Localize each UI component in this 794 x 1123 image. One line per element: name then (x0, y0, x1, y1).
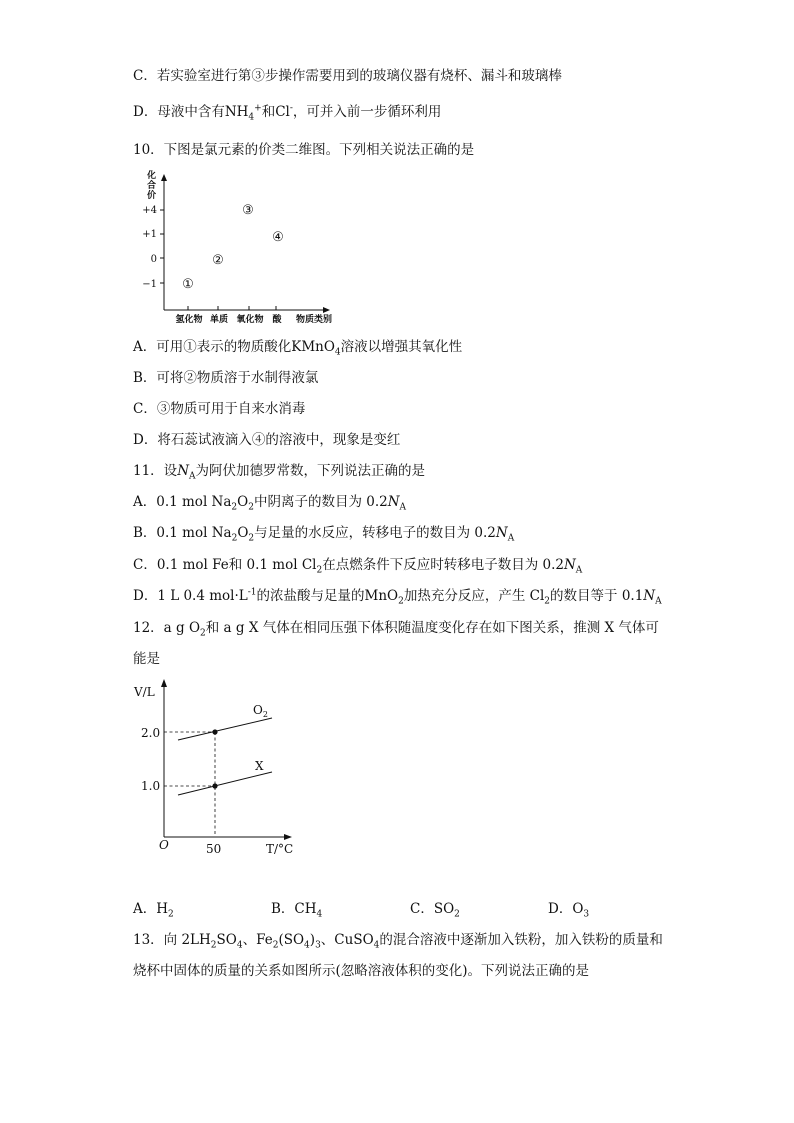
y-axis-label-2: 合 (147, 181, 157, 191)
y-tick-label: +4 (142, 205, 157, 216)
q13-stem-line2: 烧杯中固体的质量的关系如图所示(忽略溶液体积的变化)。下列说法正确的是 (133, 963, 590, 979)
q12-option-d: D．$O_3$ (548, 901, 590, 920)
q12-option-c: C．$SO_2$ (410, 901, 460, 920)
x-tick-label: 氢化物 (175, 315, 203, 325)
q12-option-b: B．$CH_4$ (271, 901, 323, 920)
x-series-line (178, 772, 272, 795)
point-2: ② (212, 253, 224, 268)
y-tick-label: 1.0 (141, 779, 161, 793)
y-tick-label: +1 (142, 229, 157, 240)
q11-option-b: B．0.1 mol $Na_2O_2$与足量的水反应，转移电子的数目为 $0.2N_A$ (133, 525, 515, 544)
x-tick-label: 酸 (272, 315, 282, 325)
o2-series-label: $O_2$ (253, 703, 268, 719)
q11-option-c: C．0.1 mol Fe和 0.1 mol $Cl_2$在点燃条件下反应时转移电子数目为 $0.2N_A$ (133, 557, 583, 576)
q9-option-c: C．若实验室进行第③步操作需要用到的玻璃仪器有烧杯、漏斗和玻璃棒 (133, 68, 562, 84)
q12-stem-line2: 能是 (133, 651, 160, 667)
x-data-point (212, 783, 217, 788)
y-axis-label-3: 价 (147, 191, 157, 201)
q10-option-d: D．将石蕊试液滴入④的溶液中，现象是变红 (133, 432, 401, 448)
x-tick-label: 氧化物 (236, 315, 264, 325)
q10-option-b: B．可将②物质溶于水制得液氯 (133, 370, 319, 386)
q12-stem-line1: 12．a g $O_2$和 a g X 气体在相同压强下体积随温度变化存在如下图关系，推测 X 气体可 (133, 620, 659, 639)
q11-option-a: A．0.1 mol $Na_2O_2$中阴离子的数目为 $0.2N_A$ (133, 494, 407, 513)
origin-label: O (159, 838, 169, 852)
q11-option-d: D．1 L 0.4 $mol\cdot L^{-1}$的浓盐酸与足量的MnO$_2$加热充分反应，产生 $Cl_2$的数目等于 $0.1N_A$ (133, 587, 662, 607)
o2-data-point (212, 729, 217, 734)
volume-temperature-chart (130, 672, 310, 862)
y-axis-label: V/L (134, 685, 155, 699)
q10-stem: 10．下图是氯元素的价类二维图。下列相关说法正确的是 (133, 142, 475, 158)
valence-class-chart (133, 166, 333, 326)
o2-series-line (178, 718, 272, 740)
q9-option-d: D．母液中含有$NH_4^+$和Cl-，可并入前一步循环利用 (133, 103, 442, 123)
q12-option-a: A．$H_2$ (133, 901, 174, 920)
x-tick-label: 单质 (209, 315, 229, 325)
q13-stem-line1: 13．向 $2LH_2SO_4$、$Fe_2(SO_4)_3$、CuSO$_4$的混合溶液中逐渐加入铁粉，加入铁粉的质量和 (133, 932, 663, 951)
y-tick-label: 2.0 (141, 726, 161, 740)
x-axis-label: T/°C (266, 842, 294, 856)
point-4: ④ (272, 230, 284, 245)
q10-option-c: C．③物质可用于自来水消毒 (133, 401, 306, 417)
y-tick-label: 0 (150, 254, 157, 265)
q10-option-a: A．可用①表示的物质酸化KMnO$_4$溶液以增强其氧化性 (133, 339, 463, 358)
point-3: ③ (242, 203, 254, 218)
x-axis-label: 物质类别 (295, 315, 333, 325)
x-tick-label: 50 (206, 842, 222, 856)
q11-stem: 11．设$N_A$为阿伏加德罗常数，下列说法正确的是 (133, 463, 425, 482)
y-tick-label: −1 (142, 279, 157, 290)
y-axis-label-1: 化 (147, 171, 157, 181)
point-1: ① (182, 277, 194, 292)
x-series-label: X (255, 759, 264, 773)
